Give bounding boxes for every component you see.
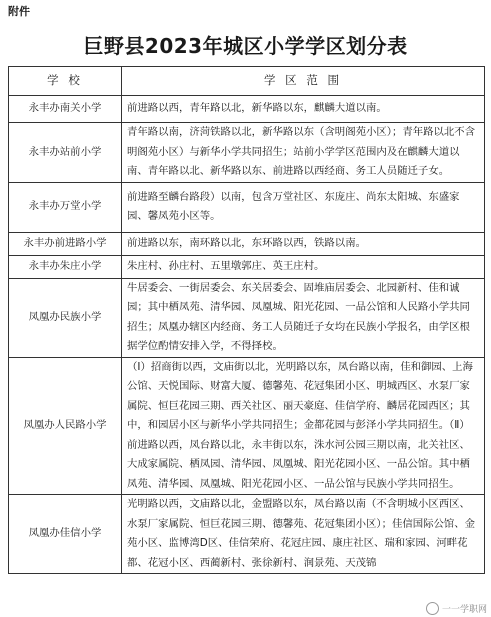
school-name: 永丰办前进路小学 (9, 232, 122, 255)
table-row (9, 123, 485, 183)
table-row (9, 182, 485, 232)
school-name: 永丰办万堂小学 (9, 182, 122, 232)
table-header-row (9, 67, 485, 96)
header-area: 学 区 范 围 (122, 67, 485, 96)
district-area: 光明路以西，文庙路以北，金盟路以东，凤台路以南（不含明城小区西区、水泵厂家属院、恒巨花园三期、德馨苑、花冠集团小区）；佳信国际公馆、金苑小区、监博湾D区、佳信荣府、花冠庄园、康庄社区、瑞和家园、河畔花都、花冠小区、西蔺新村、张徐新村、润景苑、天茂锦 (122, 495, 485, 574)
district-area: 青年路以南，济菏铁路以北，新华路以东（含明阁苑小区）；青年路以北不含明阁苑小区）与新华小学共同招生；站前小学学区范围内及在麒麟大道以南、青年路以北、新华路以东、前进路以西经商、务工人员随迁子女。 (122, 123, 485, 183)
school-name: 凤凰办佳信小学 (9, 495, 122, 574)
school-name: 永丰办南关小学 (9, 96, 122, 123)
page-title: 巨野县2023年城区小学学区划分表 (83, 34, 408, 58)
school-name: 永丰办朱庄小学 (9, 255, 122, 278)
wechat-icon (426, 602, 439, 615)
school-name: 凤凰办人民路小学 (9, 357, 122, 495)
table-row (9, 232, 485, 255)
district-area: 前进路以东，南环路以北，东环路以西，铁路以南。 (122, 232, 485, 255)
school-name: 凤凰办民族小学 (9, 278, 122, 357)
district-area: 前进路以西，青年路以北，新华路以东，麒麟大道以南。 (122, 96, 485, 123)
attachment-label: 附件 (8, 5, 30, 18)
table-row (9, 96, 485, 123)
table-row (9, 255, 485, 278)
table-row (9, 495, 485, 574)
district-area: 前进路至麟台路段）以南，包含万堂社区、东庞庄、尚东太阳城、东盛家园、馨凤苑小区等。 (122, 182, 485, 232)
school-district-table (8, 66, 485, 574)
watermark-text: 一一学职网 (441, 605, 487, 615)
district-area: （Ⅰ）招商街以西，文庙街以北，光明路以东，凤台路以南，佳和御园、上海公馆、天悦国际、财富大厦、德馨苑、花冠集团小区、明城西区、水泵厂家属院、恒巨花园三期、西关社区、丽天豪庭、佳信学府、麟居花园西区；其中，和园居小区与新华小学共同招生；金都花园与彭泽小学共同招生。（Ⅱ）前进路以西，凤台路以北，永丰街以东，洙水河公园三期以南，北关社区、大成家属院、栖凤园、清华园、凤凰城、阳光花园小区、一品公馆。其中栖凤苑、清华园、凤凰城、阳光花园小区、一品公馆与民族小学共同招生。 (122, 357, 485, 495)
header-school: 学 校 (9, 67, 122, 96)
watermark (426, 602, 487, 615)
table-row (9, 278, 485, 357)
district-area: 牛居委会、一街居委会、东关居委会、固堆庙居委会、北园新村、佳和诚园；其中栖凤苑、清华园、凤凰城、阳光花园、一品公馆和人民路小学共同招生；凤凰办辖区内经商、务工人员随迁子女均在民族小学报名，由学区根据学位酌情安排入学，不得择校。 (122, 278, 485, 357)
district-area: 朱庄村、孙庄村、五里墩郭庄、英王庄村。 (122, 255, 485, 278)
table-row (9, 357, 485, 495)
school-name: 永丰办站前小学 (9, 123, 122, 183)
